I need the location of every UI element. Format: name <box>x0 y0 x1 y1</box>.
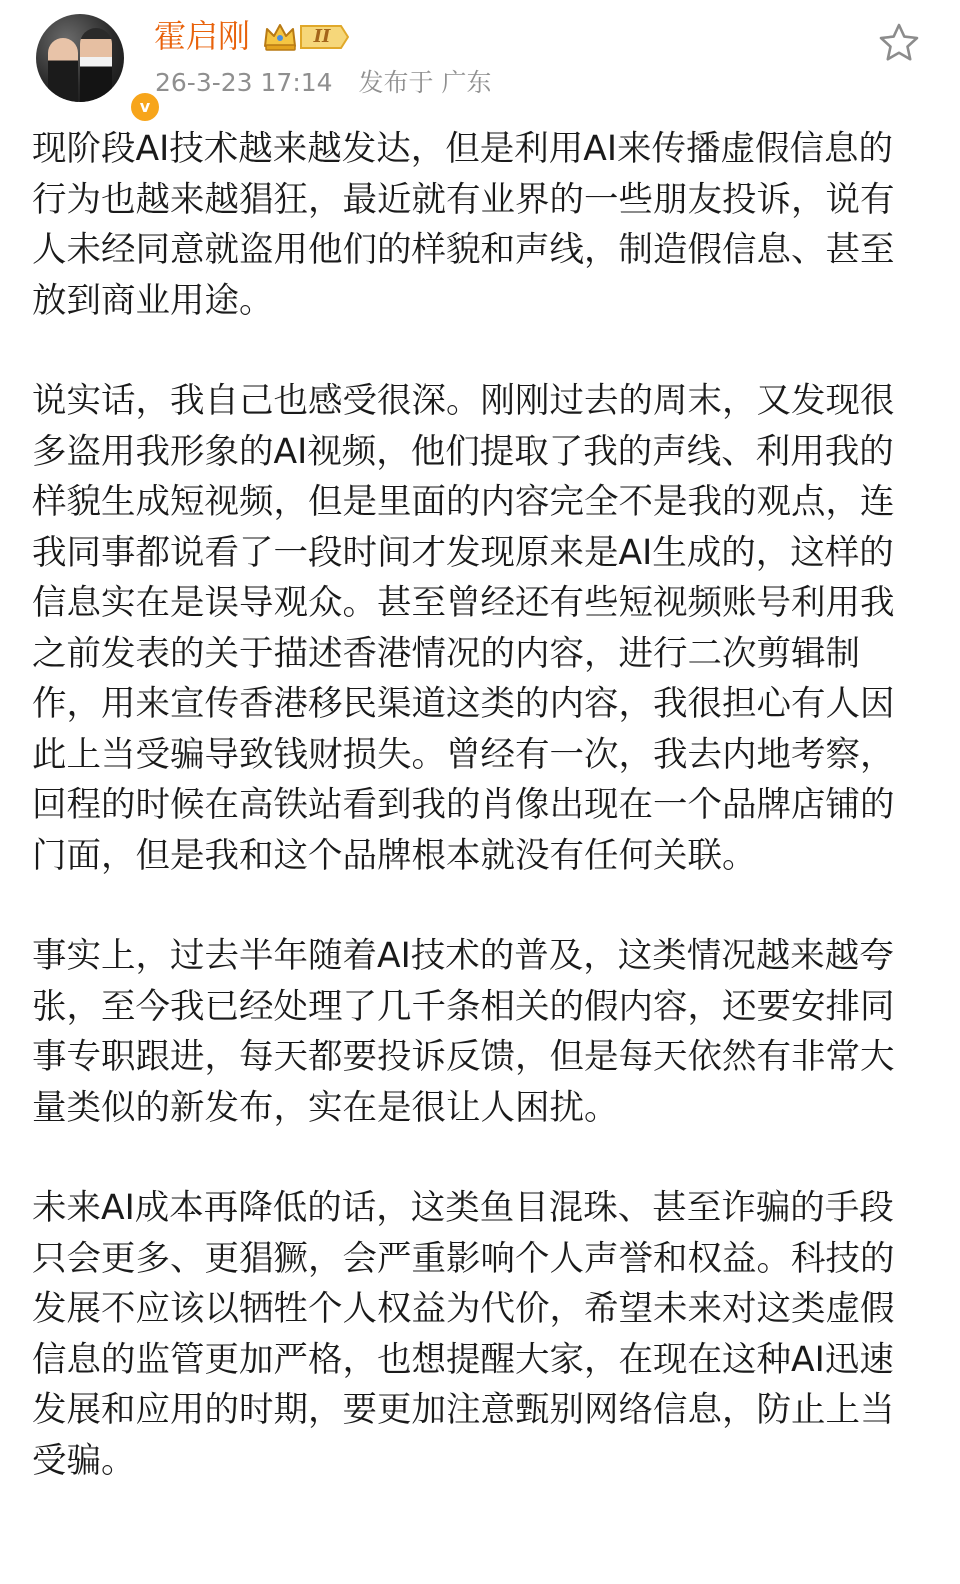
star-outline-icon <box>878 22 920 64</box>
favorite-button[interactable] <box>878 22 920 64</box>
crown-level-badge-icon[interactable] <box>263 22 349 52</box>
avatar-person-left <box>48 38 78 102</box>
post-header <box>0 0 960 120</box>
post-paragraph-2: 说实话，我自己也感受很深。刚刚过去的周末，又发现很多盗用我形象的AI视频，他们提取了我的声线、利用我的样貌生成短视频，但是里面的内容完全不是我的观点，连我同事都说看了一段时间才发现原来是AI生成的，这样的信息实在是误导观众。甚至曾经还有些短视频账号利用我之前发表的关于描述香港情况的内容，进行二次剪辑制作，用来宣传香港移民渠道这类的内容，我很担心有人因此上当受骗导致钱财损失。曾经有一次，我去内地考察，回程的时候在高铁站看到我的肖像出现在一个品牌店铺的门面，但是我和这个品牌根本就没有任何关联。 <box>32 381 895 876</box>
avatar-person-right <box>80 28 112 102</box>
post-paragraph-1: 现阶段AI技术越来越发达，但是利用AI来传播虚假信息的行为也越来越猖狂，最近就有业界的一些朋友投诉，说有人未经同意就盗用他们的样貌和声线，制造假信息、甚至放到商业用途。 <box>32 129 895 321</box>
post-meta <box>155 66 491 100</box>
post-body <box>32 124 922 1536</box>
level-text: II <box>313 26 331 47</box>
avatar-photo-icon <box>36 14 124 102</box>
avatar[interactable] <box>36 14 151 116</box>
verified-badge-icon: v <box>128 90 162 124</box>
author-name[interactable]: 霍启刚 <box>154 17 251 55</box>
post-paragraph-3: 事实上，过去半年随着AI技术的普及，这类情况越来越夸张，至今我已经处理了几千条相关的假内容，还要安排同事专职跟进，每天都要投诉反馈，但是每天依然有非常大量类似的新发布，实在是很让人困扰。 <box>32 936 895 1128</box>
post-location: 发布于 广东 <box>358 68 492 97</box>
post-paragraph-4: 未来AI成本再降低的话，这类鱼目混珠、甚至诈骗的手段只会更多、更猖獗，会严重影响个人声誉和权益。科技的发展不应该以牺牲个人权益为代价，希望未来对这类虚假信息的监管更加严格，也想提醒大家，在现在这种AI迅速发展和应用的时期，要更加注意甄别网络信息，防止上当受骗。 <box>32 1188 895 1481</box>
post-timestamp: 26-3-23 17:14 <box>155 68 333 97</box>
